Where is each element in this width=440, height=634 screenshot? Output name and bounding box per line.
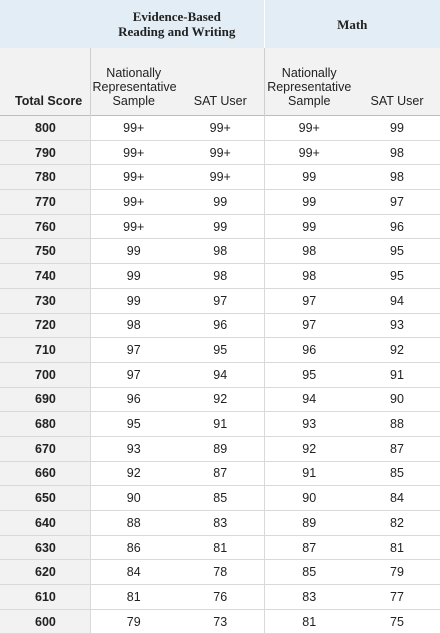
score-cell: 770: [0, 190, 90, 215]
ebrw-sat-user-cell: 92: [177, 387, 264, 412]
table-row: [0, 214, 440, 239]
ebrw-sat-user-cell: 97: [177, 288, 264, 313]
score-cell: 750: [0, 239, 90, 264]
table-row: [0, 535, 440, 560]
score-cell: 690: [0, 387, 90, 412]
column-header-row: [0, 48, 440, 116]
table-row: [0, 190, 440, 215]
ebrw-nat-rep-cell: 99: [90, 264, 177, 289]
ebrw-nat-rep-cell: 86: [90, 535, 177, 560]
ebrw-nat-rep-cell: 96: [90, 387, 177, 412]
math-nat-rep-cell: 97: [264, 288, 354, 313]
math-nat-rep-cell: 99: [264, 165, 354, 190]
ebrw-sat-user-cell: 73: [177, 609, 264, 634]
ebrw-sat-user-cell: 99: [177, 214, 264, 239]
math-nat-rep-cell: 95: [264, 362, 354, 387]
table-body: [0, 116, 440, 634]
score-cell: 710: [0, 338, 90, 363]
ebrw-sat-user-header: SAT User: [177, 48, 264, 116]
ebrw-sat-user-cell: 87: [177, 461, 264, 486]
table-row: [0, 387, 440, 412]
math-nat-rep-cell: 98: [264, 239, 354, 264]
table-row: [0, 461, 440, 486]
table-row: [0, 585, 440, 610]
math-nat-rep-cell: 96: [264, 338, 354, 363]
math-sat-user-cell: 95: [354, 264, 440, 289]
math-sat-user-cell: 88: [354, 412, 440, 437]
math-nat-rep-cell: 81: [264, 609, 354, 634]
ebrw-sat-user-cell: 99: [177, 190, 264, 215]
ebrw-nat-rep-cell: 99+: [90, 190, 177, 215]
score-cell: 610: [0, 585, 90, 610]
section-header-row: [0, 0, 440, 48]
ebrw-section-title: Evidence-Based Reading and Writing: [90, 0, 264, 48]
table-row: [0, 313, 440, 338]
math-nat-rep-cell: 99: [264, 190, 354, 215]
ebrw-nat-rep-cell: 99+: [90, 116, 177, 141]
table-row: [0, 362, 440, 387]
score-cell: 660: [0, 461, 90, 486]
ebrw-nat-rep-cell: 81: [90, 585, 177, 610]
math-sat-user-cell: 90: [354, 387, 440, 412]
ebrw-nat-rep-cell: 90: [90, 486, 177, 511]
score-cell: 720: [0, 313, 90, 338]
table-row: [0, 264, 440, 289]
ebrw-sat-user-cell: 96: [177, 313, 264, 338]
math-sat-user-cell: 81: [354, 535, 440, 560]
ebrw-sat-user-cell: 94: [177, 362, 264, 387]
math-nat-rep-cell: 99+: [264, 140, 354, 165]
score-cell: 640: [0, 511, 90, 536]
score-cell: 740: [0, 264, 90, 289]
score-cell: 730: [0, 288, 90, 313]
math-nat-rep-cell: 91: [264, 461, 354, 486]
table-row: [0, 560, 440, 585]
math-nat-rep-cell: 83: [264, 585, 354, 610]
math-sat-user-cell: 87: [354, 436, 440, 461]
math-nat-rep-cell: 99+: [264, 116, 354, 141]
ebrw-sat-user-cell: 99+: [177, 165, 264, 190]
math-nat-rep-cell: 87: [264, 535, 354, 560]
math-sat-user-cell: 84: [354, 486, 440, 511]
ebrw-nat-rep-cell: 79: [90, 609, 177, 634]
table-row: [0, 165, 440, 190]
table-row: [0, 486, 440, 511]
math-sat-user-cell: 96: [354, 214, 440, 239]
score-cell: 680: [0, 412, 90, 437]
math-sat-user-cell: 98: [354, 140, 440, 165]
ebrw-nat-rep-cell: 97: [90, 362, 177, 387]
table-row: [0, 412, 440, 437]
score-cell: 600: [0, 609, 90, 634]
math-sat-user-cell: 85: [354, 461, 440, 486]
math-sat-user-cell: 79: [354, 560, 440, 585]
ebrw-nat-rep-cell: 98: [90, 313, 177, 338]
ebrw-sat-user-cell: 98: [177, 239, 264, 264]
math-nat-rep-cell: 85: [264, 560, 354, 585]
math-sat-user-cell: 99: [354, 116, 440, 141]
math-nat-rep-cell: 99: [264, 214, 354, 239]
table-row: [0, 140, 440, 165]
score-cell: 630: [0, 535, 90, 560]
math-sat-user-cell: 94: [354, 288, 440, 313]
ebrw-nat-rep-cell: 95: [90, 412, 177, 437]
math-sat-user-cell: 95: [354, 239, 440, 264]
table-row: [0, 511, 440, 536]
ebrw-sat-user-cell: 83: [177, 511, 264, 536]
ebrw-sat-user-cell: 95: [177, 338, 264, 363]
math-nat-rep-cell: 90: [264, 486, 354, 511]
math-nat-rep-cell: 98: [264, 264, 354, 289]
math-nat-rep-cell: 93: [264, 412, 354, 437]
ebrw-nat-rep-cell: 99+: [90, 214, 177, 239]
math-sat-user-header: SAT User: [354, 48, 440, 116]
ebrw-nat-rep-cell: 93: [90, 436, 177, 461]
table-row: [0, 609, 440, 634]
math-nat-rep-cell: 89: [264, 511, 354, 536]
ebrw-nat-rep-cell: 88: [90, 511, 177, 536]
math-sat-user-cell: 97: [354, 190, 440, 215]
math-nat-rep-cell: 94: [264, 387, 354, 412]
math-nat-rep-header: Nationally Representative Sample: [264, 48, 354, 116]
blank-corner: [0, 0, 90, 48]
table-row: [0, 288, 440, 313]
ebrw-sat-user-cell: 99+: [177, 116, 264, 141]
total-score-header: Total Score: [0, 48, 90, 116]
ebrw-sat-user-cell: 85: [177, 486, 264, 511]
ebrw-sat-user-cell: 81: [177, 535, 264, 560]
math-nat-rep-cell: 92: [264, 436, 354, 461]
ebrw-sat-user-cell: 76: [177, 585, 264, 610]
math-sat-user-cell: 75: [354, 609, 440, 634]
ebrw-nat-rep-cell: 84: [90, 560, 177, 585]
ebrw-nat-rep-cell: 97: [90, 338, 177, 363]
table-row: [0, 239, 440, 264]
score-cell: 700: [0, 362, 90, 387]
math-nat-rep-cell: 97: [264, 313, 354, 338]
score-cell: 790: [0, 140, 90, 165]
ebrw-sat-user-cell: 91: [177, 412, 264, 437]
math-sat-user-cell: 77: [354, 585, 440, 610]
ebrw-sat-user-cell: 99+: [177, 140, 264, 165]
math-sat-user-cell: 93: [354, 313, 440, 338]
math-section-title: Math: [264, 0, 440, 48]
math-sat-user-cell: 92: [354, 338, 440, 363]
score-cell: 800: [0, 116, 90, 141]
score-cell: 650: [0, 486, 90, 511]
score-cell: 760: [0, 214, 90, 239]
ebrw-nat-rep-cell: 92: [90, 461, 177, 486]
table-row: [0, 338, 440, 363]
ebrw-sat-user-cell: 98: [177, 264, 264, 289]
math-sat-user-cell: 91: [354, 362, 440, 387]
math-sat-user-cell: 82: [354, 511, 440, 536]
score-cell: 780: [0, 165, 90, 190]
score-cell: 620: [0, 560, 90, 585]
ebrw-nat-rep-cell: 99+: [90, 165, 177, 190]
ebrw-nat-rep-cell: 99+: [90, 140, 177, 165]
ebrw-nat-rep-header: Nationally Representative Sample: [90, 48, 177, 116]
score-cell: 670: [0, 436, 90, 461]
ebrw-nat-rep-cell: 99: [90, 239, 177, 264]
table-row: [0, 436, 440, 461]
ebrw-nat-rep-cell: 99: [90, 288, 177, 313]
ebrw-sat-user-cell: 89: [177, 436, 264, 461]
math-sat-user-cell: 98: [354, 165, 440, 190]
ebrw-sat-user-cell: 78: [177, 560, 264, 585]
table-row: [0, 116, 440, 141]
